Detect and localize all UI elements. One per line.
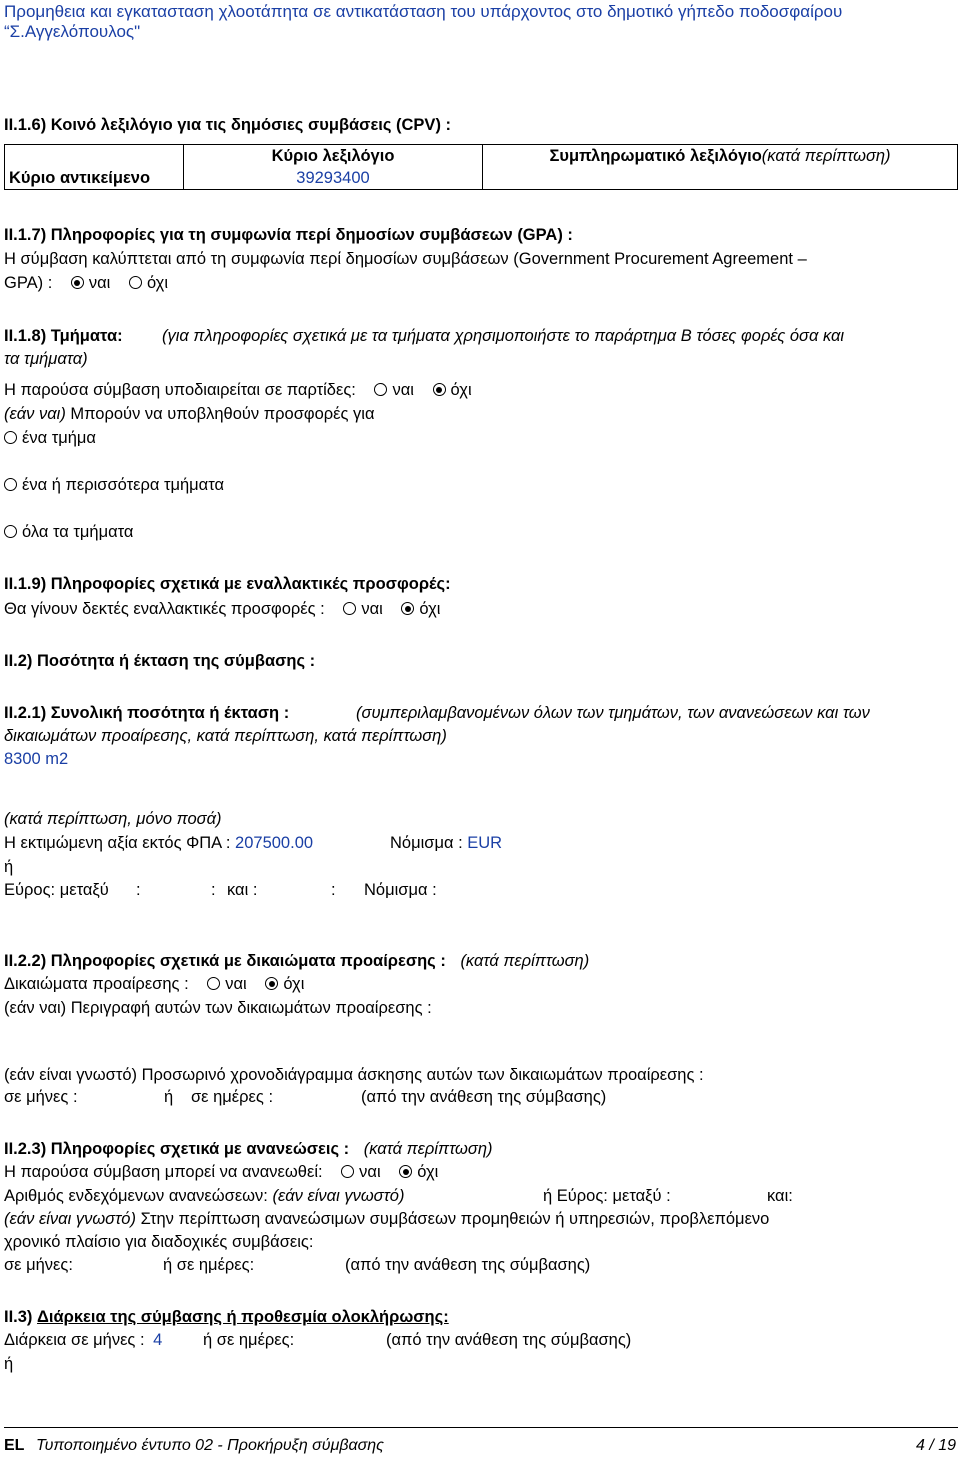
renewals-and-label: και: [767, 1187, 793, 1205]
cpv-supp-note: (κατά περίπτωση) [761, 147, 891, 165]
cpv-main-header: Κύριο λεξιλόγιο [184, 145, 483, 168]
renewals-yes-label: ναι [359, 1163, 381, 1181]
currency-value: EUR [467, 834, 503, 852]
duration-months-value: 4 [153, 1331, 163, 1349]
section-121-heading: II.2.1) Συνολική ποσότητα ή έκταση : [4, 704, 290, 722]
renewals-count-line [4, 1186, 404, 1206]
estimated-value-line [4, 833, 313, 853]
section-119-heading: II.1.9) Πληροφορίες σχετικά με εναλλακτικές προσφορές: [4, 575, 451, 593]
estimated-value: 207500.00 [235, 834, 314, 852]
cpv-supp-code [483, 167, 958, 190]
footer-form-name: Τυποποιημένο έντυπο 02 - Προκήρυξη σύμβασης [36, 1437, 384, 1454]
section-13-heading [4, 1307, 449, 1327]
gpa-no-label: όχι [146, 274, 169, 292]
section-12-heading: II.2) Ποσότητα ή έκταση της σύμβασης : [4, 652, 316, 670]
cpv-supp-label: Συμπληρωματικό λεξιλόγιο [549, 147, 762, 165]
lots-option-all [4, 522, 133, 542]
options-schedule: (εάν είναι γνωστό) Προσωρινό χρονοδιάγραμμα άσκησης αυτών των δικαιωμάτων προαίρεσης : [4, 1066, 704, 1084]
renewals-question [4, 1162, 438, 1182]
gpa-no-radio[interactable] [129, 276, 142, 289]
options-no-label: όχι [283, 975, 305, 993]
renewals-note: (κατά περίπτωση) [363, 1140, 493, 1158]
renewals-text-line2: χρονικό πλαίσιο για διαδοχικές συμβάσεις: [4, 1233, 314, 1251]
duration-days-label: ή σε ημέρες: [203, 1331, 295, 1349]
gpa-text-line1: Η σύμβαση καλύπτεται από τη συμφωνία περί δημοσίων συμβάσεων (Government Procurement Agreement – [4, 250, 807, 268]
renewals-range-label: ή Εύρος: μεταξύ : [543, 1187, 671, 1205]
total-quantity: 8300 m2 [4, 750, 69, 768]
options-yes-label: ναι [225, 975, 247, 993]
section-122-heading: II.2.2) Πληροφορίες σχετικά με δικαιώματα προαίρεσης : [4, 952, 446, 970]
variants-question-label: Θα γίνουν δεκτές εναλλακτικές προσφορές : [4, 600, 325, 618]
options-from-award: (από την ανάθεση της σύμβασης) [361, 1088, 607, 1106]
lots-one-label: ένα τμήμα [22, 429, 96, 447]
lots-yes-radio[interactable] [374, 383, 387, 396]
options-description: (εάν ναι) Περιγραφή αυτών των δικαιωμάτων προαίρεσης : [4, 999, 432, 1017]
renewals-count-label: Αριθμός ενδεχόμενων ανανεώσεων: [4, 1187, 268, 1205]
renewals-from-award: (από την ανάθεση της σύμβασης) [345, 1256, 591, 1274]
quantity-note-line2: δικαιωμάτων προαίρεσης, κατά περίπτωση, κατά περίπτωση) [4, 727, 447, 745]
lots-one-radio[interactable] [4, 431, 17, 444]
variants-question [4, 599, 440, 619]
gpa-question [4, 273, 168, 293]
variants-yes-label: ναι [361, 600, 383, 618]
currency-line [390, 833, 502, 853]
lots-if-yes-label: (εάν ναι) [4, 405, 66, 423]
options-yes-radio[interactable] [207, 977, 220, 990]
section-13-prefix: II.3) [4, 1308, 33, 1326]
renewals-if-known: (εάν είναι γνωστό) [4, 1210, 136, 1228]
range-and-label: και : [227, 881, 258, 899]
options-note: (κατά περίπτωση) [460, 952, 590, 970]
lots-option-many [4, 475, 224, 495]
renewals-timeframe-text: Στην περίπτωση ανανεώσιμων συμβάσεων προμηθειών ή υπηρεσιών, προβλεπόμενο [140, 1210, 770, 1228]
lots-many-label: ένα ή περισσότερα τμήματα [22, 476, 225, 494]
options-days-label: σε ημέρες : [191, 1088, 274, 1106]
options-or: ή [164, 1088, 174, 1106]
lots-note-line1: (για πληροφορίες σχετικά με τα τμήματα χρησιμοποιήστε το παράρτημα Β τόσες φορές όσα και [162, 327, 845, 345]
lots-all-label: όλα τα τμήματα [22, 523, 134, 541]
variants-no-label: όχι [419, 600, 441, 618]
variants-yes-radio[interactable] [343, 602, 356, 615]
options-heading-line [4, 951, 589, 971]
lots-all-radio[interactable] [4, 525, 17, 538]
renewals-question-label: Η παρούσα σύμβαση μπορεί να ανανεωθεί: [4, 1163, 323, 1181]
footer-lang: EL [4, 1437, 25, 1454]
renewals-yes-radio[interactable] [341, 1165, 354, 1178]
duration-months-label: Διάρκεια σε μήνες : [4, 1331, 145, 1349]
renewals-no-radio[interactable] [399, 1165, 412, 1178]
duration-from-award: (από την ανάθεση της σύμβασης) [386, 1331, 632, 1349]
document-title: Προμηθεια και εγκατασταση χλοοτάπητα σε αντικατάσταση του υπάρχοντος στο δημοτικό γήπεδο ποδοσφαίρου “Σ.Αγγελόπουλος" [4, 2, 843, 41]
gpa-text-line2: GPA) : [4, 274, 53, 292]
options-question-label: Δικαιώματα προαίρεσης : [4, 975, 189, 993]
section-13-title: Διάρκεια της σύμβασης ή προθεσμία ολοκλήρωσης: [37, 1308, 449, 1326]
variants-no-radio[interactable] [401, 602, 414, 615]
gpa-yes-label: ναι [88, 274, 111, 292]
renewals-text-line1 [4, 1209, 769, 1229]
cpv-row-label: Κύριο αντικείμενο [5, 167, 184, 190]
cpv-main-code: 39293400 [184, 167, 483, 190]
range-colon-2: : [211, 881, 216, 899]
section-118-heading: II.1.8) Τμήματα: [4, 327, 123, 345]
range-colon-3: : [331, 881, 336, 899]
lots-no-label: όχι [450, 381, 472, 399]
only-amounts-note: (κατά περίπτωση, μόνο ποσά) [4, 810, 222, 828]
renewals-count-if-known: (εάν είναι γνωστό) [272, 1187, 405, 1205]
page-footer [4, 1427, 958, 1454]
currency-label: Νόμισμα : [390, 834, 463, 852]
lots-yes-label: ναι [392, 381, 414, 399]
renewals-no-label: όχι [417, 1163, 439, 1181]
renewals-days-label: ή σε ημέρες: [163, 1256, 255, 1274]
duration-or: ή [4, 1355, 14, 1373]
quantity-note-line1: (συμπεριλαμβανομένων όλων των τμημάτων, των ανανεώσεων και των [356, 704, 870, 722]
section-116-heading: II.1.6) Κοινό λεξιλόγιο για τις δημόσιες συμβάσεις (CPV) : [4, 116, 452, 134]
range-colon-1: : [136, 881, 141, 899]
range-label: Εύρος: μεταξύ [4, 881, 109, 899]
options-question [4, 974, 304, 994]
cpv-empty-cell [5, 145, 184, 168]
lots-question [4, 380, 472, 400]
section-117-heading: II.1.7) Πληροφορίες για τη συμφωνία περί δημοσίων συμβάσεων (GPA) : [4, 226, 573, 244]
lots-note-line2: τα τμήματα) [4, 350, 88, 368]
footer-page-number: 4 / 19 [915, 1437, 956, 1454]
duration-months-line [4, 1330, 162, 1350]
section-123-heading: II.2.3) Πληροφορίες σχετικά με ανανεώσεις : [4, 1140, 350, 1158]
renewals-months-label: σε μήνες: [4, 1256, 73, 1274]
options-no-radio[interactable] [265, 977, 278, 990]
lots-many-radio[interactable] [4, 478, 17, 491]
range-currency-label: Νόμισμα : [364, 881, 437, 899]
gpa-yes-radio[interactable] [71, 276, 84, 289]
cpv-supp-header [483, 145, 958, 168]
or-separator: ή [4, 858, 14, 876]
renewals-heading-line [4, 1139, 492, 1159]
estimated-value-label: Η εκτιμώμενη αξία εκτός ΦΠΑ : [4, 834, 231, 852]
lots-question-label: Η παρούσα σύμβαση υποδιαιρείται σε παρτίδες: [4, 381, 356, 399]
lots-if-yes [4, 404, 375, 424]
lots-no-radio[interactable] [433, 383, 446, 396]
lots-if-yes-text: Μπορούν να υποβληθούν προσφορές για [70, 405, 375, 423]
lots-option-one [4, 428, 96, 448]
cpv-table [4, 144, 958, 190]
options-months-label: σε μήνες : [4, 1088, 78, 1106]
